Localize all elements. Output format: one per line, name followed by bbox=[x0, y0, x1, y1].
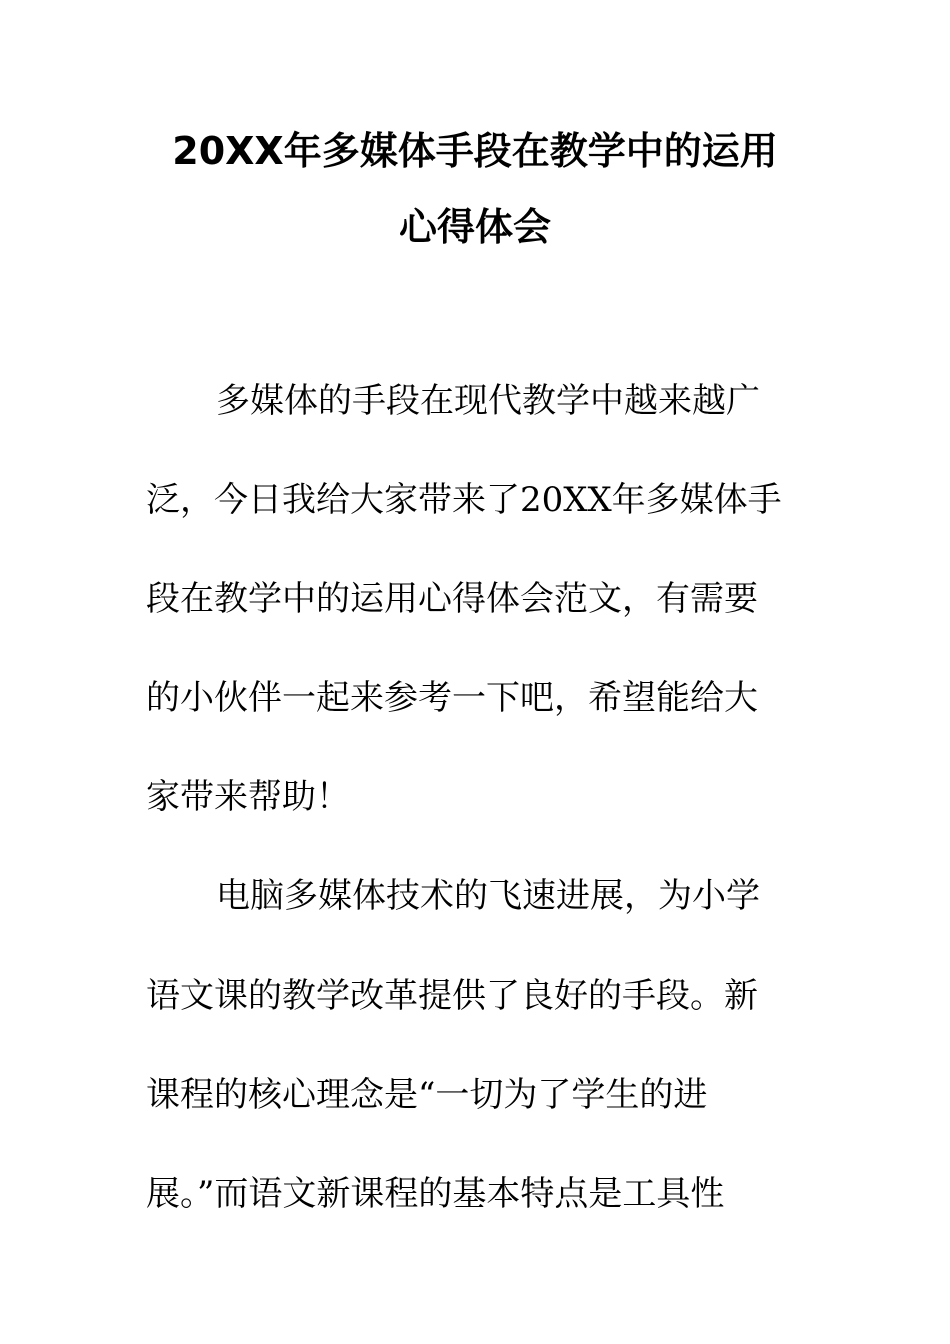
paragraph-2-line-1: 电脑多媒体技术的飞速进展，为小学 bbox=[216, 876, 760, 916]
paragraph-1-line-5: 家带来帮助！ bbox=[146, 777, 350, 817]
paragraph-2-line-2: 语文课的教学改革提供了良好的手段。新 bbox=[146, 976, 758, 1016]
paragraph-1-line-3: 段在教学中的运用心得体会范文，有需要 bbox=[146, 579, 758, 619]
document-title-line-1: 20XX年多媒体手段在教学中的运用 bbox=[172, 129, 778, 173]
paragraph-1-line-2: 泛，今日我给大家带来了20XX年多媒体手 bbox=[146, 480, 782, 520]
paragraph-2-line-4: 展。”而语文新课程的基本特点是工具性 bbox=[146, 1174, 725, 1214]
document-title-line-2: 心得体会 bbox=[398, 205, 551, 249]
paragraph-1-line-1: 多媒体的手段在现代教学中越来越广 bbox=[216, 381, 760, 421]
paragraph-1-line-4: 的小伙伴一起来参考一下吧，希望能给大 bbox=[146, 678, 758, 718]
paragraph-2-line-3: 课程的核心理念是“一切为了学生的进 bbox=[146, 1075, 708, 1115]
